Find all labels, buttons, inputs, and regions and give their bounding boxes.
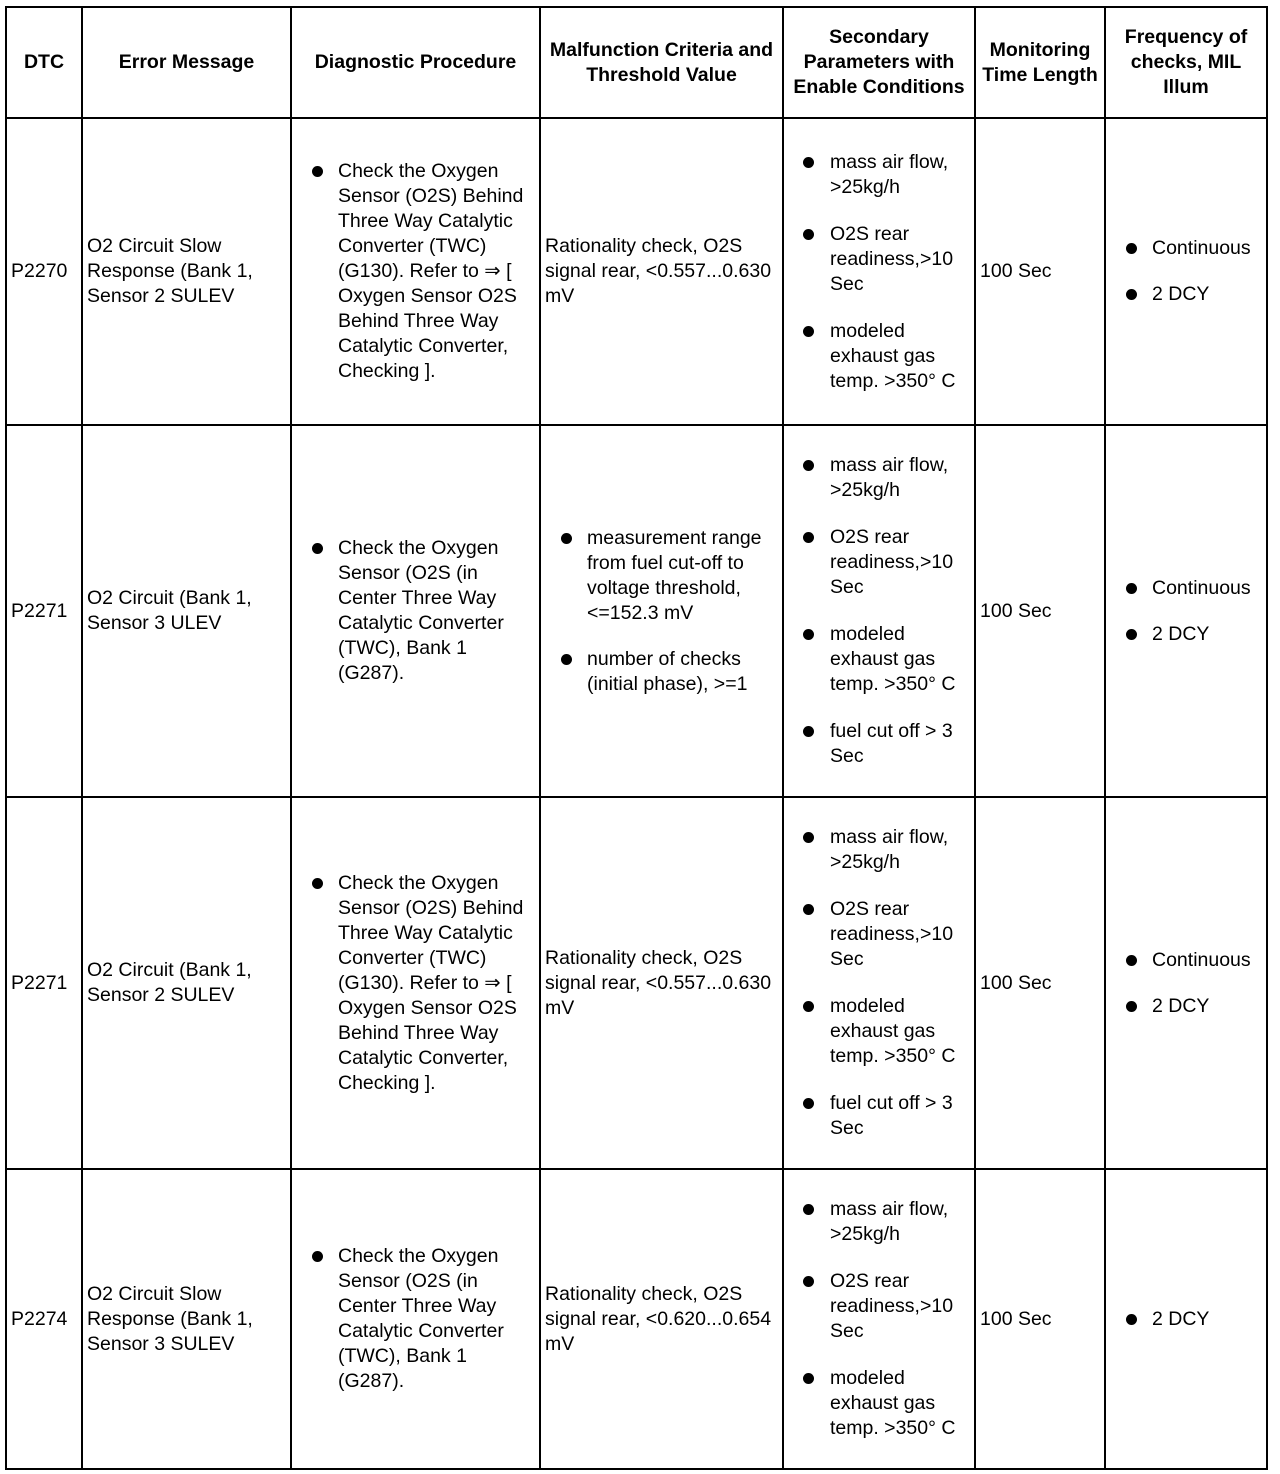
dtc-code: P2271: [6, 425, 82, 797]
secondary-parameter-item: mass air flow, >25kg/h: [788, 453, 970, 503]
table-row: [6, 1169, 1267, 1469]
secondary-parameter-item: fuel cut off > 3 Sec: [788, 719, 970, 769]
procedure-list: [296, 159, 535, 384]
error-message: O2 Circuit (Bank 1, Sensor 3 ULEV: [82, 425, 291, 797]
secondary-parameter-item: mass air flow, >25kg/h: [788, 825, 970, 875]
header-error-message: Error Message: [82, 7, 291, 118]
secondary-parameter-item: O2S rear readiness,>10 Sec: [788, 1269, 970, 1344]
criteria-item: measurement range from fuel cut-off to voltage threshold, <=152.3 mV: [545, 526, 778, 626]
secondary-parameter-item: mass air flow, >25kg/h: [788, 1197, 970, 1247]
procedure-list: [296, 536, 535, 686]
table-row: [6, 425, 1267, 797]
header-secondary-parameters: Secondary Parameters with Enable Conditions: [783, 7, 975, 118]
frequency-list: [1110, 236, 1262, 307]
secondary-parameter-item: O2S rear readiness,>10 Sec: [788, 222, 970, 297]
procedure-item: Check the Oxygen Sensor (O2S) Behind Three Way Catalytic Converter (TWC) (G130). Refer to ⇒ [ Oxygen Sensor O2S Behind Three Way Catalytic Converter, Checking ].: [296, 871, 535, 1096]
frequency-cell: [1105, 797, 1267, 1169]
secondary-parameters-list: [788, 453, 970, 769]
frequency-cell: [1105, 1169, 1267, 1469]
malfunction-criteria: Rationality check, O2S signal rear, <0.557...0.630 mV: [540, 118, 783, 425]
dtc-code: P2270: [6, 118, 82, 425]
secondary-parameter-item: mass air flow, >25kg/h: [788, 150, 970, 200]
secondary-parameter-item: modeled exhaust gas temp. >350° C: [788, 994, 970, 1069]
secondary-parameter-item: O2S rear readiness,>10 Sec: [788, 525, 970, 600]
frequency-cell: [1105, 425, 1267, 797]
secondary-parameters-list: [788, 1197, 970, 1441]
procedure-item: Check the Oxygen Sensor (O2S (in Center Three Way Catalytic Converter (TWC), Bank 1 (G287).: [296, 1244, 535, 1394]
procedure-item: Check the Oxygen Sensor (O2S (in Center Three Way Catalytic Converter (TWC), Bank 1 (G287).: [296, 536, 535, 686]
procedure-list: [296, 1244, 535, 1394]
frequency-cell: [1105, 118, 1267, 425]
frequency-item: Continuous: [1110, 236, 1262, 261]
frequency-item: 2 DCY: [1110, 282, 1262, 307]
frequency-item: 2 DCY: [1110, 994, 1262, 1019]
frequency-item: 2 DCY: [1110, 622, 1262, 647]
monitoring-time: 100 Sec: [975, 1169, 1105, 1469]
header-frequency: Frequency of checks, MIL Illum: [1105, 7, 1267, 118]
secondary-parameters-list: [788, 825, 970, 1141]
frequency-item: Continuous: [1110, 948, 1262, 973]
malfunction-criteria: Rationality check, O2S signal rear, <0.557...0.630 mV: [540, 797, 783, 1169]
header-monitoring-time: Monitoring Time Length: [975, 7, 1105, 118]
dtc-table: [5, 6, 1268, 1470]
secondary-parameter-item: modeled exhaust gas temp. >350° C: [788, 622, 970, 697]
table-body: [6, 118, 1267, 1469]
table-header: [6, 7, 1267, 118]
criteria-item: number of checks (initial phase), >=1: [545, 647, 778, 697]
header-row: [6, 7, 1267, 118]
header-malfunction-criteria: Malfunction Criteria and Threshold Value: [540, 7, 783, 118]
monitoring-time: 100 Sec: [975, 118, 1105, 425]
frequency-item: 2 DCY: [1110, 1307, 1262, 1332]
secondary-parameters-cell: [783, 1169, 975, 1469]
diagnostic-procedure-cell: [291, 797, 540, 1169]
secondary-parameter-item: modeled exhaust gas temp. >350° C: [788, 1366, 970, 1441]
diagnostic-procedure-cell: [291, 118, 540, 425]
table-row: [6, 797, 1267, 1169]
malfunction-criteria-cell: [540, 425, 783, 797]
diagnostic-procedure-cell: [291, 1169, 540, 1469]
secondary-parameters-list: [788, 150, 970, 394]
dtc-code: P2274: [6, 1169, 82, 1469]
table-row: [6, 118, 1267, 425]
secondary-parameter-item: O2S rear readiness,>10 Sec: [788, 897, 970, 972]
dtc-code: P2271: [6, 797, 82, 1169]
secondary-parameters-cell: [783, 425, 975, 797]
frequency-item: Continuous: [1110, 576, 1262, 601]
monitoring-time: 100 Sec: [975, 425, 1105, 797]
malfunction-criteria: Rationality check, O2S signal rear, <0.620...0.654 mV: [540, 1169, 783, 1469]
secondary-parameters-cell: [783, 797, 975, 1169]
procedure-list: [296, 871, 535, 1096]
frequency-list: [1110, 576, 1262, 647]
procedure-item: Check the Oxygen Sensor (O2S) Behind Three Way Catalytic Converter (TWC) (G130). Refer to ⇒ [ Oxygen Sensor O2S Behind Three Way Catalytic Converter, Checking ].: [296, 159, 535, 384]
frequency-list: [1110, 1307, 1262, 1332]
error-message: O2 Circuit Slow Response (Bank 1, Sensor 3 SULEV: [82, 1169, 291, 1469]
frequency-list: [1110, 948, 1262, 1019]
diagnostic-procedure-cell: [291, 425, 540, 797]
monitoring-time: 100 Sec: [975, 797, 1105, 1169]
header-dtc: DTC: [6, 7, 82, 118]
secondary-parameters-cell: [783, 118, 975, 425]
criteria-list: [545, 526, 778, 697]
error-message: O2 Circuit Slow Response (Bank 1, Sensor 2 SULEV: [82, 118, 291, 425]
secondary-parameter-item: modeled exhaust gas temp. >350° C: [788, 319, 970, 394]
secondary-parameter-item: fuel cut off > 3 Sec: [788, 1091, 970, 1141]
header-diagnostic-procedure: Diagnostic Procedure: [291, 7, 540, 118]
error-message: O2 Circuit (Bank 1, Sensor 2 SULEV: [82, 797, 291, 1169]
